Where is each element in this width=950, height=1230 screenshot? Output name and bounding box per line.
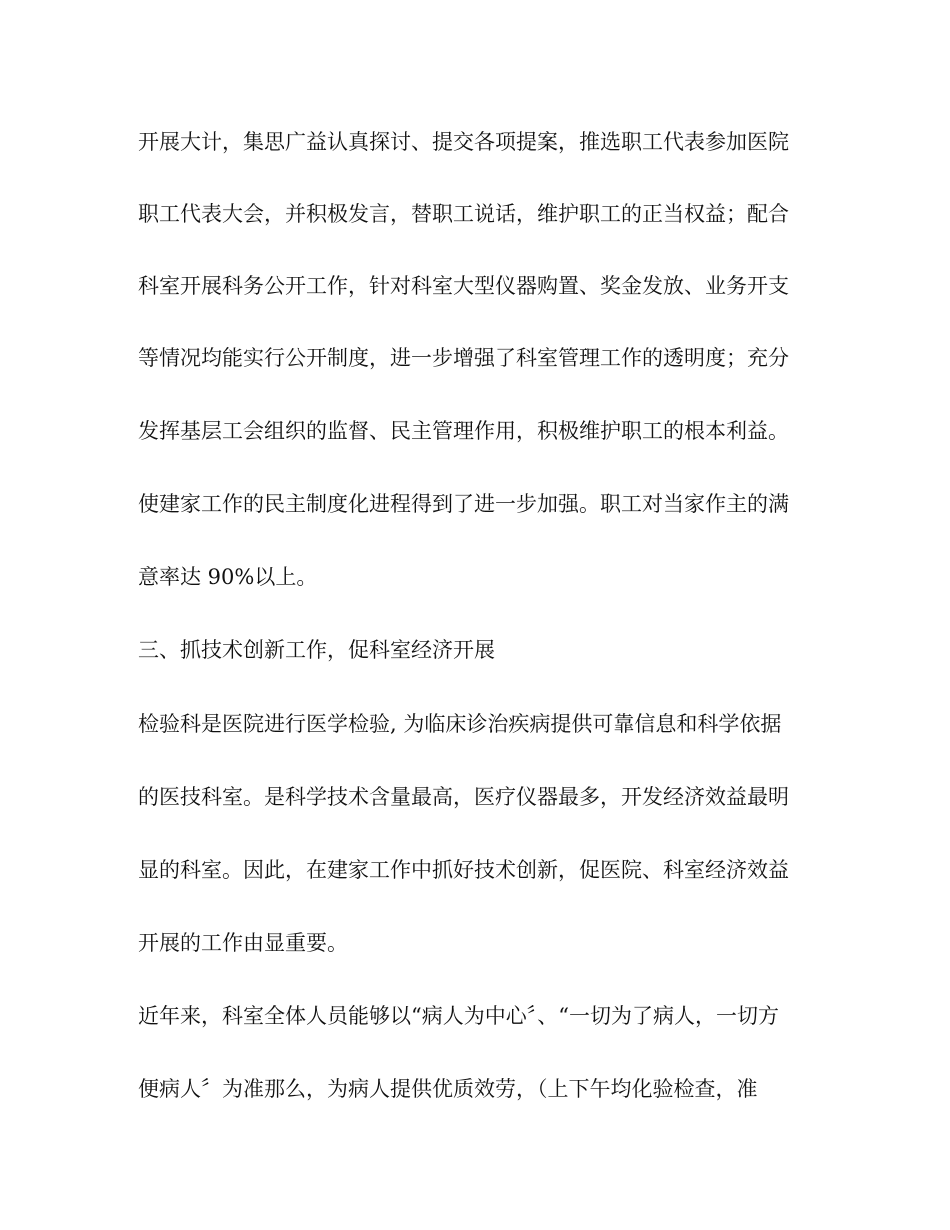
text-line: 的医技科室。是科学技术含量最高，医疗仪器最多，开发经济效益最明 (138, 785, 789, 809)
text-line: 开展的工作由显重要。 (138, 931, 348, 955)
text-line: 意率达 90%以上。 (138, 565, 318, 589)
text-line: 检验科是医院进行医学检验, 为临床诊治疾病提供可靠信息和科学依据 (138, 712, 782, 736)
text-line: 等情况均能实行公开制度，进一步增强了科室管理工作的透明度；充分 (138, 346, 789, 370)
text-line: 便病人〞为准那么，为病人提供优质效劳，（上下午均化验检查，准 (138, 1077, 758, 1101)
text-line: 发挥基层工会组织的监督、民主管理作用，积极维护职工的根本利益。 (138, 419, 789, 443)
text-line: 近年来，科室全体人员能够以“病人为中心〞、“一切为了病人，一切方 (138, 1004, 779, 1028)
text-line: 使建家工作的民主制度化进程得到了进一步加强。职工对当家作主的满 (138, 492, 789, 516)
section-heading: 三、抓技术创新工作，促科室经济开展 (138, 638, 495, 662)
text-line: 开展大计，集思广益认真探讨、提交各项提案，推选职工代表参加医院 (138, 130, 789, 154)
text-line: 科室开展科务公开工作，针对科室大型仪器购置、奖金发放、业务开支 (138, 274, 789, 298)
text-line: 职工代表大会，并积极发言，替职工说话，维护职工的正当权益；配合 (138, 202, 789, 226)
text-line: 显的科室。因此，在建家工作中抓好技术创新，促医院、科室经济效益 (138, 858, 789, 882)
